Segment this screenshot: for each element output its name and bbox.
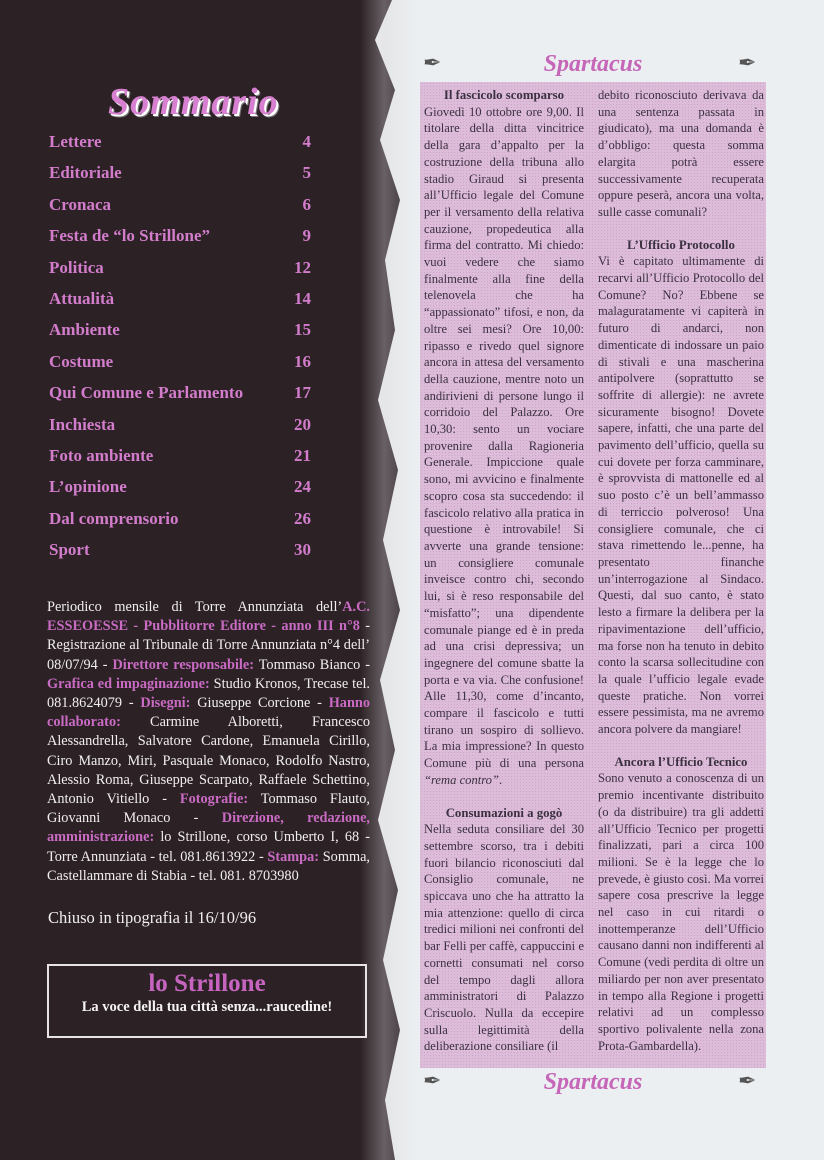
toc-page: 6	[302, 194, 311, 214]
toc-page: 16	[294, 351, 311, 371]
article-title: Consumazioni a gogò	[445, 805, 563, 820]
masthead-credits	[47, 598, 370, 886]
article-body-continued: debito riconosciuto derivava da una sentenza passata in giudicato), ma una domanda è d’obbligo: questa somma elargita potrà essere successivamente recuperata oppure peserà, ancora una volta, sulle casse comunali?	[598, 88, 764, 219]
credit-text: Studio Kronos, Trecase tel. 081.8624079 -	[47, 675, 371, 712]
toc-item	[49, 352, 311, 383]
credit-label: Disegni:	[140, 695, 191, 712]
credit-label: Stampa:	[267, 848, 320, 865]
credit-text: - Registrazione al Tribunale di Torre Annunziata n°4 dell’ 08/07/94 -	[47, 618, 370, 673]
toc-label: Dal comprensorio	[49, 508, 179, 528]
toc-page: 14	[294, 288, 311, 308]
toc-item	[49, 163, 311, 194]
credit-label: Direzione, redazione, amministrazione:	[47, 810, 370, 846]
toc-page: 4	[302, 132, 311, 151]
toc-label: Politica	[49, 257, 104, 277]
credit-label: A.C. ESSEOESSE - Pubblitorre Editore - anno III n°8	[47, 599, 370, 635]
toc-page: 15	[294, 320, 311, 340]
toc-item	[49, 509, 311, 540]
banner-box	[47, 964, 367, 1038]
column-right	[598, 87, 764, 1054]
toc-item	[49, 195, 311, 226]
credit-text: Giuseppe Corcione -	[190, 695, 329, 712]
toc-label: Attualità	[49, 288, 115, 308]
toc-label: Inchiesta	[49, 414, 116, 434]
credit-label: Hanno collaborato:	[47, 695, 371, 731]
toc-item	[49, 320, 311, 351]
quill-pen-icon: ✒	[738, 1068, 757, 1093]
banner-tagline: La voce della tua città senza...raucedine!	[81, 999, 333, 1016]
toc-label: Cronaca	[49, 194, 112, 214]
toc-page: 26	[294, 508, 311, 528]
article-body: Sono venuto a conoscenza di un premio incentivante distribuito (o da distribuire) tra gli addetti all’Ufficio Tecnico per progetti finalizzati, pari a circa 100 milioni. Se è la legge che lo prevede, è giusto così. Ma vorrei sapere cosa prescrive la legge nel caso in cui ritardi o inottemperanze dell’Ufficio causano danni non indifferenti al Comune (vedi perdita di oltre un miliardo per non aver presentato in tempo alla Regione i progetti relativi ad un complesso sportivo polivalente nella zona Prota-Gambardella).	[598, 771, 764, 1053]
toc-page: 20	[294, 414, 311, 434]
toc-item	[49, 540, 311, 571]
column-footer: Spartacus	[543, 1069, 643, 1095]
toc-page: 21	[294, 445, 311, 465]
article-title: Ancora l’Ufficio Tecnico	[614, 754, 748, 769]
toc-label: Lettere	[49, 132, 102, 151]
toc-page: 12	[294, 257, 311, 277]
toc-label: Foto ambiente	[49, 445, 154, 465]
column-header: Spartacus	[543, 51, 643, 77]
quill-pen-icon: ✒	[738, 50, 757, 75]
toc-page: 9	[302, 226, 311, 246]
table-of-contents	[49, 132, 311, 571]
print-date: Chiuso in tipografia il 16/10/96	[48, 908, 257, 928]
toc-item	[49, 258, 311, 289]
credit-text: Somma, Castellammare di Stabia - tel. 081. 8703980	[47, 848, 370, 884]
article-body: Vi è capitato ultimamente di recarvi all’Ufficio Protocollo del Comune? No? Ebbene se malaguratamente vi capiterà in futuro di andarci, non dimenticate di indossare un paio di stivali e una mascherina antipolvere (soprattutto se soffrite di allergie): ne avrete sicuramente bisogno! Dovete sapere, infatti, che una parte del pavimento dell’ufficio, quella su cui dovete per forza camminare, è sprovvista di mattonelle ed al suo posto c’è un bell’ammasso di terriccio polveroso! Una consigliere comunale, che ci stava rimettendo le...penne, ha presentato finanche un’interrogazione al Sindaco. Questi, dal suo canto, è stato lesto a firmare la delibera per la ripavimentazione dell’ufficio, ma forse non ha tenuto in debito conto la scarsa sollecitudine con la quale l’ufficio legale evade queste pratiche. Non vorrei essere pessimista, ma ne avremo ancora polvere da mangiare!	[598, 254, 764, 737]
toc-item	[49, 415, 311, 446]
toc-label: Qui Comune e Parlamento	[49, 383, 244, 403]
toc-label: Ambiente	[49, 320, 120, 340]
credit-text: lo Strillone, corso Umberto I, 68 - Torre Annunziata - tel. 081.8613922 -	[47, 829, 370, 865]
toc-page: 5	[302, 163, 311, 183]
credit-text: Periodico mensile di Torre Annunziata dell’	[47, 599, 343, 615]
masthead-area	[47, 598, 370, 1038]
credit-text: Tommaso Bianco -	[254, 656, 371, 673]
toc-item	[49, 289, 311, 320]
toc-label: Sport	[49, 540, 90, 560]
toc-page: 24	[294, 477, 311, 497]
toc-label: Festa de “lo Strillone”	[49, 226, 211, 246]
toc-item	[49, 132, 311, 163]
column-left	[424, 87, 584, 1055]
toc-item	[49, 446, 311, 477]
article-body: Nella seduta consiliare del 30 settembre scorso, tra i debiti fuori bilancio riconosciuti dal Consiglio comunale, ne spiccava uno che ha attratto la mia attenzione: quello di circa tredici milioni nei confronti del bar Felli per caffè, cappuccini e cornetti consumati nel corso del tempo dagli allora amministratori di Palazzo Criscuolo. Nulla da eccepire sulla legittimità della deliberazione consiliare (il	[424, 822, 584, 1054]
toc-page: 30	[294, 540, 311, 560]
credit-label: Grafica ed impaginazione:	[47, 675, 210, 692]
sommario-title: Sommario	[108, 81, 279, 123]
banner-name: lo Strillone	[148, 970, 266, 998]
toc-page: 17	[294, 383, 311, 403]
credit-text: Tommaso Flauto, Giovanni Monaco -	[47, 791, 370, 827]
article-title: L’Ufficio Protocollo	[627, 237, 735, 252]
credit-label: Fotografie:	[179, 791, 249, 808]
credit-text: Carmine Alboretti, Francesco Alessandrella, Salvatore Cardone, Emanuela Cirillo, Ciro Manzo, Miri, Pasquale Monaco, Rodolfo Nastro, Alessio Roma, Giuseppe Scarpato, Raffaele Schettino, Antonio Vitiello -	[47, 714, 370, 808]
credit-label: Direttore responsabile:	[112, 656, 255, 673]
toc-label: Costume	[49, 351, 114, 371]
toc-item	[49, 226, 311, 257]
toc-label: Editoriale	[49, 163, 122, 183]
toc-item	[49, 383, 311, 414]
toc-item	[49, 477, 311, 508]
article-body: Giovedì 10 ottobre ore 9,00. Il titolare della ditta vincitrice della gara d’appalto per la costruzione della tribuna allo stadio Giraud si presenta all’Ufficio legale del Comune per il versamento della relativa cauzione, propedeutica alla firma del contratto. Mi chiedo: vuoi vedere che siamo finalmente alla fine della telenovela che ha “appassionato” tifosi, e non, da oltre sei mesi? Ore 10,00: ripasso e rivedo quel signore ancora in attesa del versamento della cauzione, mentre noto un andirivieni di persone lungo il corridoio del Palazzo. Ore 10,30: sento un vociare provenire dalla Ragioneria Generale. Impiccione quale sono, mi avvicino e finalmente scopro cosa sta succedendo: il fascicolo relativo alla pratica in questione è introvabile! Si avverte una grande tensione: un consigliere comunale inveisce contro chi, secondo lui, si è reso responsabile del “misfatto”; una dipendente comunale piange ed è in preda ad una crisi depressiva; un ingegnere del comune sbatte la porta e va via. Che confusione! Alle 11,30, come d’incanto, compare il fascicolo e tutti tirano un sospiro di sollievo. La mia impressione? In questo Comune più di una persona “rema contro”.	[424, 104, 584, 787]
article-title: Il fascicolo scomparso	[443, 88, 565, 102]
quill-pen-icon: ✒	[423, 1068, 442, 1093]
toc-label: L’opinione	[49, 477, 127, 497]
quill-pen-icon: ✒	[423, 50, 442, 75]
